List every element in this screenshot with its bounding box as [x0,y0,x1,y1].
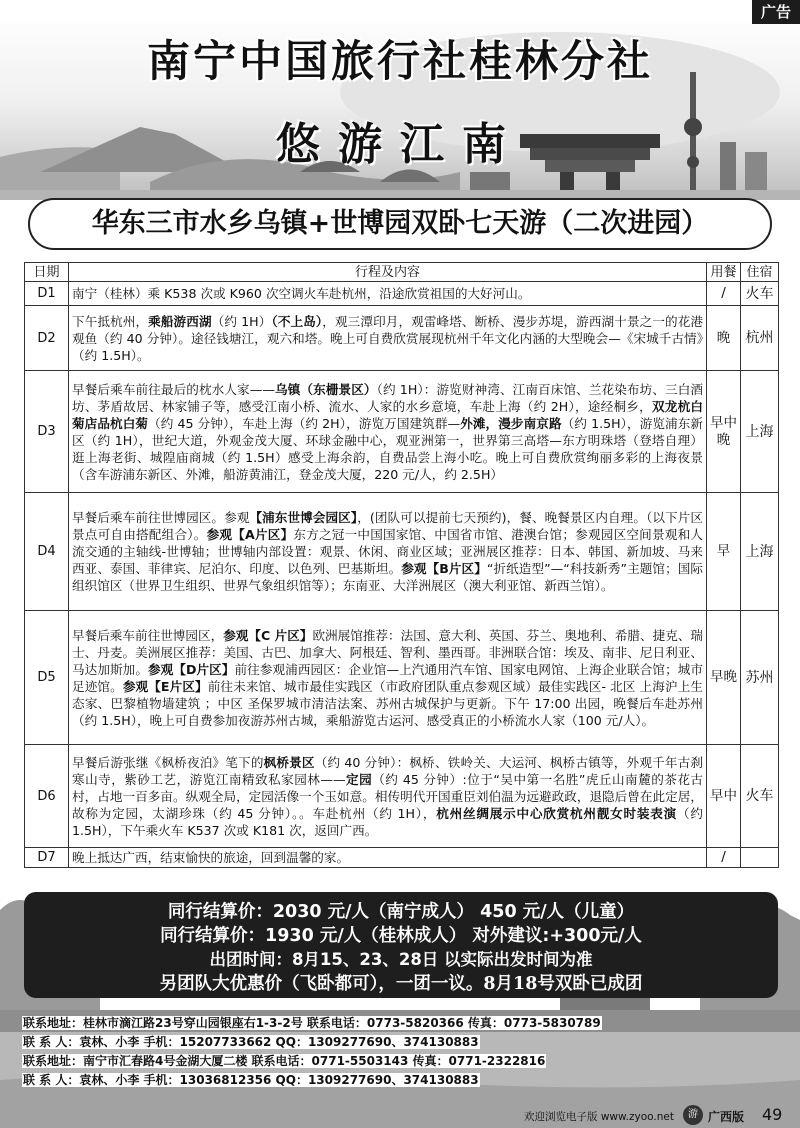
itinerary-text: ，(团队可以提前七天预约)，餐、晚餐景区内自理。（以下片区景点可自由搭配组合）。 [72,510,704,542]
route-title: 华东三市水乡乌镇+世博园双卧七天游（二次进园） [28,198,772,250]
contact-row [22,1033,714,1052]
contact-block [22,1014,714,1090]
stay-cell: 苏州 [741,611,779,745]
highlight-text: 双龙杭白菊店品杭白菊 [72,398,704,431]
price-line-guilin: 同行结算价：1930 元/人（桂林成人） 对外建议:+300元/人 [160,926,642,946]
ad-label: 广告 [752,0,800,24]
itinerary-text: 南宁（桂林）乘 K538 次或 K960 次空调火车赴杭州，沿途欣赏祖国的大好河山。 [72,286,531,301]
highlight-text: 杭州丝绸展示中心欣赏杭州靓女时装表演 [436,805,678,821]
itinerary-text: ，观三潭印月，观雷峰塔、断桥、漫步苏堤，游西湖十景之一的花港观鱼（约 40 分钟）。途径钱塘江，观六和塔。晚上可自费欣赏展现杭州千年文化内涵的大型晚会—《宋城千古情》（约 1.5H）。 [72,313,704,363]
itinerary-body [25,282,779,868]
itinerary-text: （约 45 分钟），车赴上海（约 2H），游览万国建筑群— [148,415,461,431]
itinerary-content-cell [69,282,707,306]
stay-cell [741,848,779,868]
day-cell: D4 [25,493,69,611]
highlight-text: 枫桥景区 [263,754,315,770]
itinerary-text: 下午抵杭州， [72,313,149,329]
meal-cell: 晚 [707,306,741,371]
itinerary-text: 早餐后乘车前往最后的枕水人家—— [72,381,275,397]
contact-row [22,1071,714,1090]
table-row [25,371,779,493]
brand-logo-icon: 游 [683,1105,703,1125]
stay-cell: 杭州 [741,306,779,371]
contact-text: 联系地址：桂林市滴江路23号穿山园银座右1-3-2号 联系电话：0773-5820366 传真：0773-5830789 [23,1016,601,1030]
itinerary-text: 早餐后乘车前往世博园区。参观 [72,510,250,525]
day-cell: D1 [25,282,69,306]
stay-cell: 上海 [741,371,779,493]
itinerary-content-cell [69,848,707,868]
itinerary-text: （约 1.5H），游览浦东新区（约 1H），世纪大道，外观金茂大厦、环球金融中心，观亚洲第一，世界第三高塔—东方明珠塔（登塔自理）逛上海老街、城隍庙商城（约 1.5H）感受上海余韵，自费品尝上海小吃。晚上可自费欣赏绚丽多彩的上海夜景（含车游浦东新区、外滩，船游黄浦江，登金茂大厦，220 元/人，约 2.5H） [72,415,704,482]
itinerary-content-cell [69,611,707,745]
group-discount: 另团队大优惠价（飞卧都可），一团一议。8月18号双卧已成团 [159,974,643,994]
slogan-title: 悠游江南 [276,119,524,170]
itinerary-table [24,262,779,868]
meal-cell: 早中晚 [707,371,741,493]
edition-label: 广西版 [708,1110,745,1124]
itinerary-text: 前往未来馆、城市最佳实践区（市政府团队重点参观区域）最佳实践区- 北区 上海沪上生态家、巴黎植物墙建筑 ；中区 圣保罗城市清洁法案、苏州古城保护与更新。下午 17:00 出园，晚餐后车赴苏州（约 1.5H），晚上可自费参加夜游苏州古城，乘船游览古运河、感受真正的小桥流水人家（100 元/人）。 [72,678,704,728]
itinerary-content-cell [69,745,707,848]
itinerary-text: 早餐后游张继《枫桥夜泊》笔下的 [72,754,264,770]
itinerary-text: （约 45 分钟）:位于“吴中第一名胜”虎丘山南麓的茶花古村，占地一百多亩。纵观全局，定园活像一个玉如意。相传明代开国重臣刘伯温为远避政政，退隐后曾在此定居，故称为定园，太湖珍珠（约 45 分钟）。。车赴杭州（约 1H）， [72,771,704,821]
meal-cell: / [707,282,741,306]
itinerary-text: 早餐后乘车前往世博园区， [72,627,224,643]
contact-text: 联 系 人：袁林、小李 手机：15207733662 QQ：1309277690、374130883 [23,1035,479,1049]
stay-cell: 火车 [741,282,779,306]
meal-cell: 早晚 [707,611,741,745]
itinerary-text: （约 1.5H），下午乘火车 K537 次或 K181 次，返回广西。 [72,805,704,838]
contact-text: 联 系 人：袁林、小李 手机：13036812356 QQ：1309277690、374130883 [23,1073,479,1087]
day-cell: D2 [25,306,69,371]
itinerary-text: “折纸造型”—“科技新秀”主题馆；国际组织馆区（世界卫生组织、世界气象组织馆等）；东南亚、大洋洲展区（澳大利亚馆、新西兰馆）。 [72,561,703,593]
highlight-text: 乌镇（东栅景区） [274,381,377,397]
meal-cell: 早中 [707,745,741,848]
page-number: 49 [762,1105,783,1124]
page-footer [470,1104,790,1126]
highlight-text: 乘船游西湖 [148,313,212,329]
pricing-panel [24,892,778,998]
table-header-row [25,263,779,282]
header-day: 日期 [25,263,69,282]
meal-cell: / [707,848,741,868]
itinerary-content-cell [69,306,707,371]
table-row [25,493,779,611]
itinerary-text: 晚上抵达广西，结束愉快的旅途，回到温馨的家。 [72,850,350,865]
itinerary-text: 东方之冠一中国国家馆、中国省市馆、港澳台馆；参观园区空间景观和人流交通的主轴线-世博轴；世博轴内部设置：观景、休闲、商业区域；亚洲展区推荐：日本、韩国、新加坡、马来西亚、泰国、菲律宾、尼泊尔、印度、以色列、巴基斯坦。 [72,527,704,576]
price-line-nanning: 同行结算价：2030 元/人（南宁成人） 450 元/人（儿童） [167,902,635,922]
day-cell: D5 [25,611,69,745]
stay-cell: 上海 [741,493,779,611]
highlight-text: 参观【C 片区】 [223,627,313,643]
highlight-text: 【浦东世博会园区】 [249,510,358,525]
agency-title: 南宁中国旅行社桂林分社 [147,37,653,87]
highlight-text: 外滩，漫步南京路 [460,415,562,431]
itinerary-text: 欧洲展馆推荐：法国、意大利、英国、芬兰、奥地利、希腊、捷克、瑞士、丹麦。美洲展区推荐：美国、古巴、加拿大、阿根廷、智利、墨西哥。非洲联合馆：埃及、南非、尼日利亚、马达加斯加。 [72,627,704,677]
contact-row [22,1014,714,1033]
stay-cell: 火车 [741,745,779,848]
highlight-text: 参观【A片区】 [206,527,294,542]
header-stay: 住宿 [741,263,779,282]
contact-text: 联系地址：南宁市汇春路4号金湖大厦二楼 联系电话：0771-5503143 传真：0771-2322816 [23,1054,546,1068]
table-row [25,848,779,868]
header-content: 行程及内容 [69,263,707,282]
header-meal: 用餐 [707,263,741,282]
table-row [25,611,779,745]
itinerary-content-cell [69,371,707,493]
day-cell: D6 [25,745,69,848]
itinerary-text: （约 1H） [211,313,272,329]
itinerary-text: （约 1H）：游览财神湾、江南百床馆、兰花染布坊、三白酒坊、茅盾故居、林家铺子等，感受江南小桥、流水、人家的水乡意境，车赴上海（约 2H），途经桐乡， [72,381,704,414]
day-cell: D7 [25,848,69,868]
itinerary-text: 前往参观浦西园区：企业馆—上汽通用汽车馆、国家电网馆、上海企业联合馆；城市足迹馆。 [72,661,703,694]
table-row [25,306,779,371]
highlight-text: 参观【D片区】 [147,661,235,677]
table-row [25,282,779,306]
highlight-text: 定园 [345,771,373,787]
contact-row [22,1052,714,1071]
itinerary-content-cell [69,493,707,611]
departure-dates: 出团时间：8月15、23、28日 以实际出发时间为准 [209,950,593,969]
highlight-text: （不上岛） [271,313,323,329]
table-row [25,745,779,848]
meal-cell: 早 [707,493,741,611]
site-link[interactable]: 欢迎浏览电子版 www.zyoo.net [524,1111,674,1123]
day-cell: D3 [25,371,69,493]
itinerary-text: （约 40 分钟）：枫桥、铁岭关、大运河、枫桥古镇等，外观千年古刹寒山寺，紫砂工艺，游览江南精致私家园林—— [72,754,704,787]
highlight-text: 参观【B片区】 [401,561,487,576]
highlight-text: 参观【E片区】 [122,678,208,694]
